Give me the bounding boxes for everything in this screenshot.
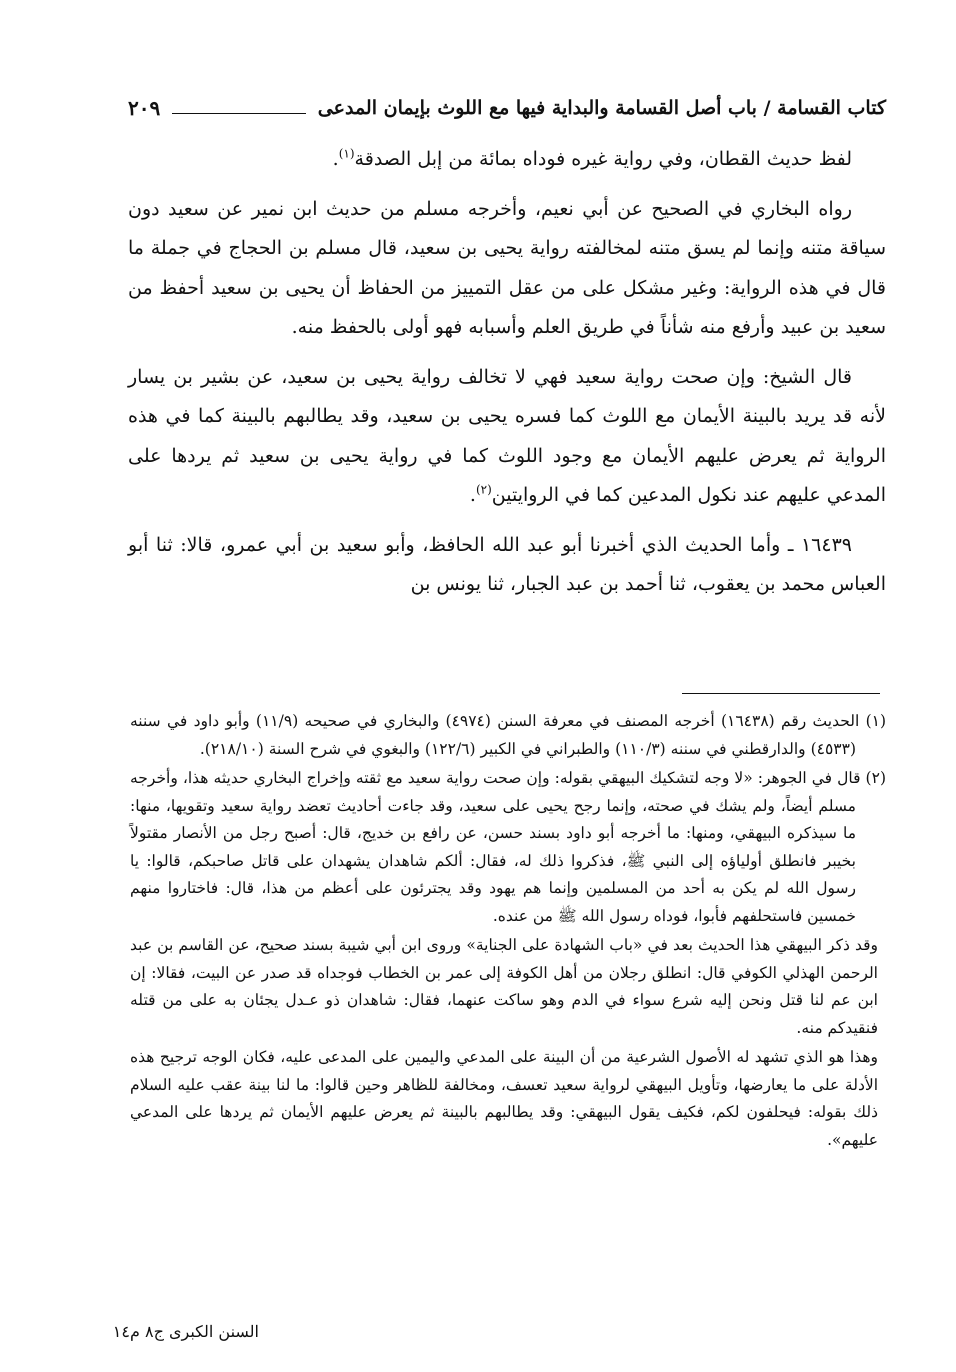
paragraph-3-text: قال الشيخ: وإن صحت رواية سعيد فهي لا تخالف رواية يحيى بن سعيد، عن بشير بن يسار لأنه قد يريد بالبينة الأيمان مع اللوث كما فسره يحيى بن سعيد، وقد يطالبهم بالبينة كما في هذه الرواية ثم يعرض عليهم الأيمان مع وجود اللوث كما في رواية يحيى بن سعيد ثم يردها على المدعي عليهم عند نكول المدعين كما في الروايتين: [128, 365, 886, 506]
footnote-ref-2: (٢): [475, 482, 492, 497]
paragraph-3-end: .: [469, 484, 476, 506]
paragraph-1-text: لفظ حديث القطان، وفي رواية غيره فوداه بمائة من إبل الصدقة: [354, 148, 852, 170]
header-rule: [172, 113, 306, 114]
footnote-2: (٢) قال في الجوهر: «لا وجه لتشكيك البيهقي بقوله: وإن صحت رواية سعيد مع ثقته وإخراج البخاري حديثه هذا، وأخرجه مسلم أيضاً، ولم يشك في صحته، وإنما رجح يحيى على سعيد، وقد جاءت أحاديث تعضد رواية سعيد وتقويها، منها: ما سيذكره البيهقي، ومنها: ما أخرجه أبو داود بسند حسن، عن رافع بن خديج، قال: أصبح رجل من الأنصار مقتولاً بخيبر فانطلق أولياؤه إلى النبي ﷺ، فذكروا ذلك له، فقال: ألكم شاهدان يشهدان على قاتل صاحبكم، قالوا: يا رسول الله لم يكن به أحد من المسلمين وإنما هم يهود وقد يجترئون على أعظم من هذا، قال: فاختاروا منهم خمسين فاستحلفهم فأبوا، فوداه رسول الله ﷺ من عنده.: [130, 769, 886, 925]
footnote-2-continuation-b: وهذا هو الذي تشهد له الأصول الشرعية من أن البينة على المدعي واليمين على المدعى عليه، فكان الوجه ترجيح هذه الأدلة على ما يعارضها، وتأويل البيهقي لرواية سعيد تعسف، ومخالفة للظاهر وحين قالوا: ما لنا بينة عقب عليه السلام ذلك بقوله: فيحلفون لكم، فكيف يقول البيهقي: وقد يطالبهم بالبينة ثم يعرض عليهم الأيمان ثم يردها على المدعي عليهم».: [130, 1048, 878, 1149]
paragraph-1-end: .: [332, 148, 339, 170]
volume-signature: السنن الكبرى ج٨ م١٤: [112, 1322, 259, 1341]
paragraph-1: [128, 140, 886, 180]
footnotes: [130, 708, 886, 1156]
footnote-separator: [682, 693, 880, 694]
main-text: [128, 140, 886, 615]
footnote-ref-1: (١): [338, 146, 355, 161]
paragraph-4: ١٦٤٣٩ ـ وأما الحديث الذي أخبرنا أبو عبد الله الحافظ، وأبو سعيد بن أبي عمرو، قالا: ثنا أبو العباس محمد بن يعقوب، ثنا أحمد بن عبد الجبار، ثنا يونس بن: [128, 533, 886, 595]
running-header: [128, 86, 886, 130]
footnote-1: (١) الحديث رقم (١٦٤٣٨) أخرجه المصنف في معرفة السنن (٤٩٧٤) والبخاري في صحيحه (١١/٩) وأبو داود في سننه (٤٥٣٣) والدارقطني في سننه (١١٠/٣) والطبراني في الكبير (١٢٢/٦) والبغوي في شرح السنة (٢١٨/١٠).: [130, 712, 887, 758]
footnote-2-continuation-a: وقد ذكر البيهقي هذا الحديث بعد في «باب الشهادة على الجناية» وروى ابن أبي شيبة بسند صحيح، عن القاسم بن عبد الرحمن الهذلي الكوفي قال: انطلق رجلان من أهل الكوفة إلى عمر بن الخطاب فوجداه قد صدر عن البيت، فقالا: إن ابن عم لنا قتل ونحن إليه شرع سواء في الدم وهو ساكت عنهما، فقال: شاهدان ذو عـدل يجئان به على من قتله فنقيدكم منه.: [130, 936, 878, 1037]
paragraph-2: رواه البخاري في الصحيح عن أبي نعيم، وأخرجه مسلم من حديث ابن نمير عن سعيد دون سياقة متنه وإنما لم يسق متنه لمخالفته رواية يحيى بن سعيد، قال مسلم بن الحجاج في جملة ما قال في هذه الرواية: وغير مشكل على من عقل التمييز من الحفاظ أن يحيى بن سعيد أحفظ من سعيد بن عبيد وأرفع منه شأناً في طريق العلم وأسبابه فهو أولى بالحفظ منه.: [128, 197, 886, 338]
page-number: ٢٠٩: [128, 96, 161, 120]
paragraph-3: [128, 358, 886, 516]
chapter-title: كتاب القسامة / باب أصل القسامة والبداية فيها مع اللوث بإيمان المدعى: [317, 97, 886, 119]
